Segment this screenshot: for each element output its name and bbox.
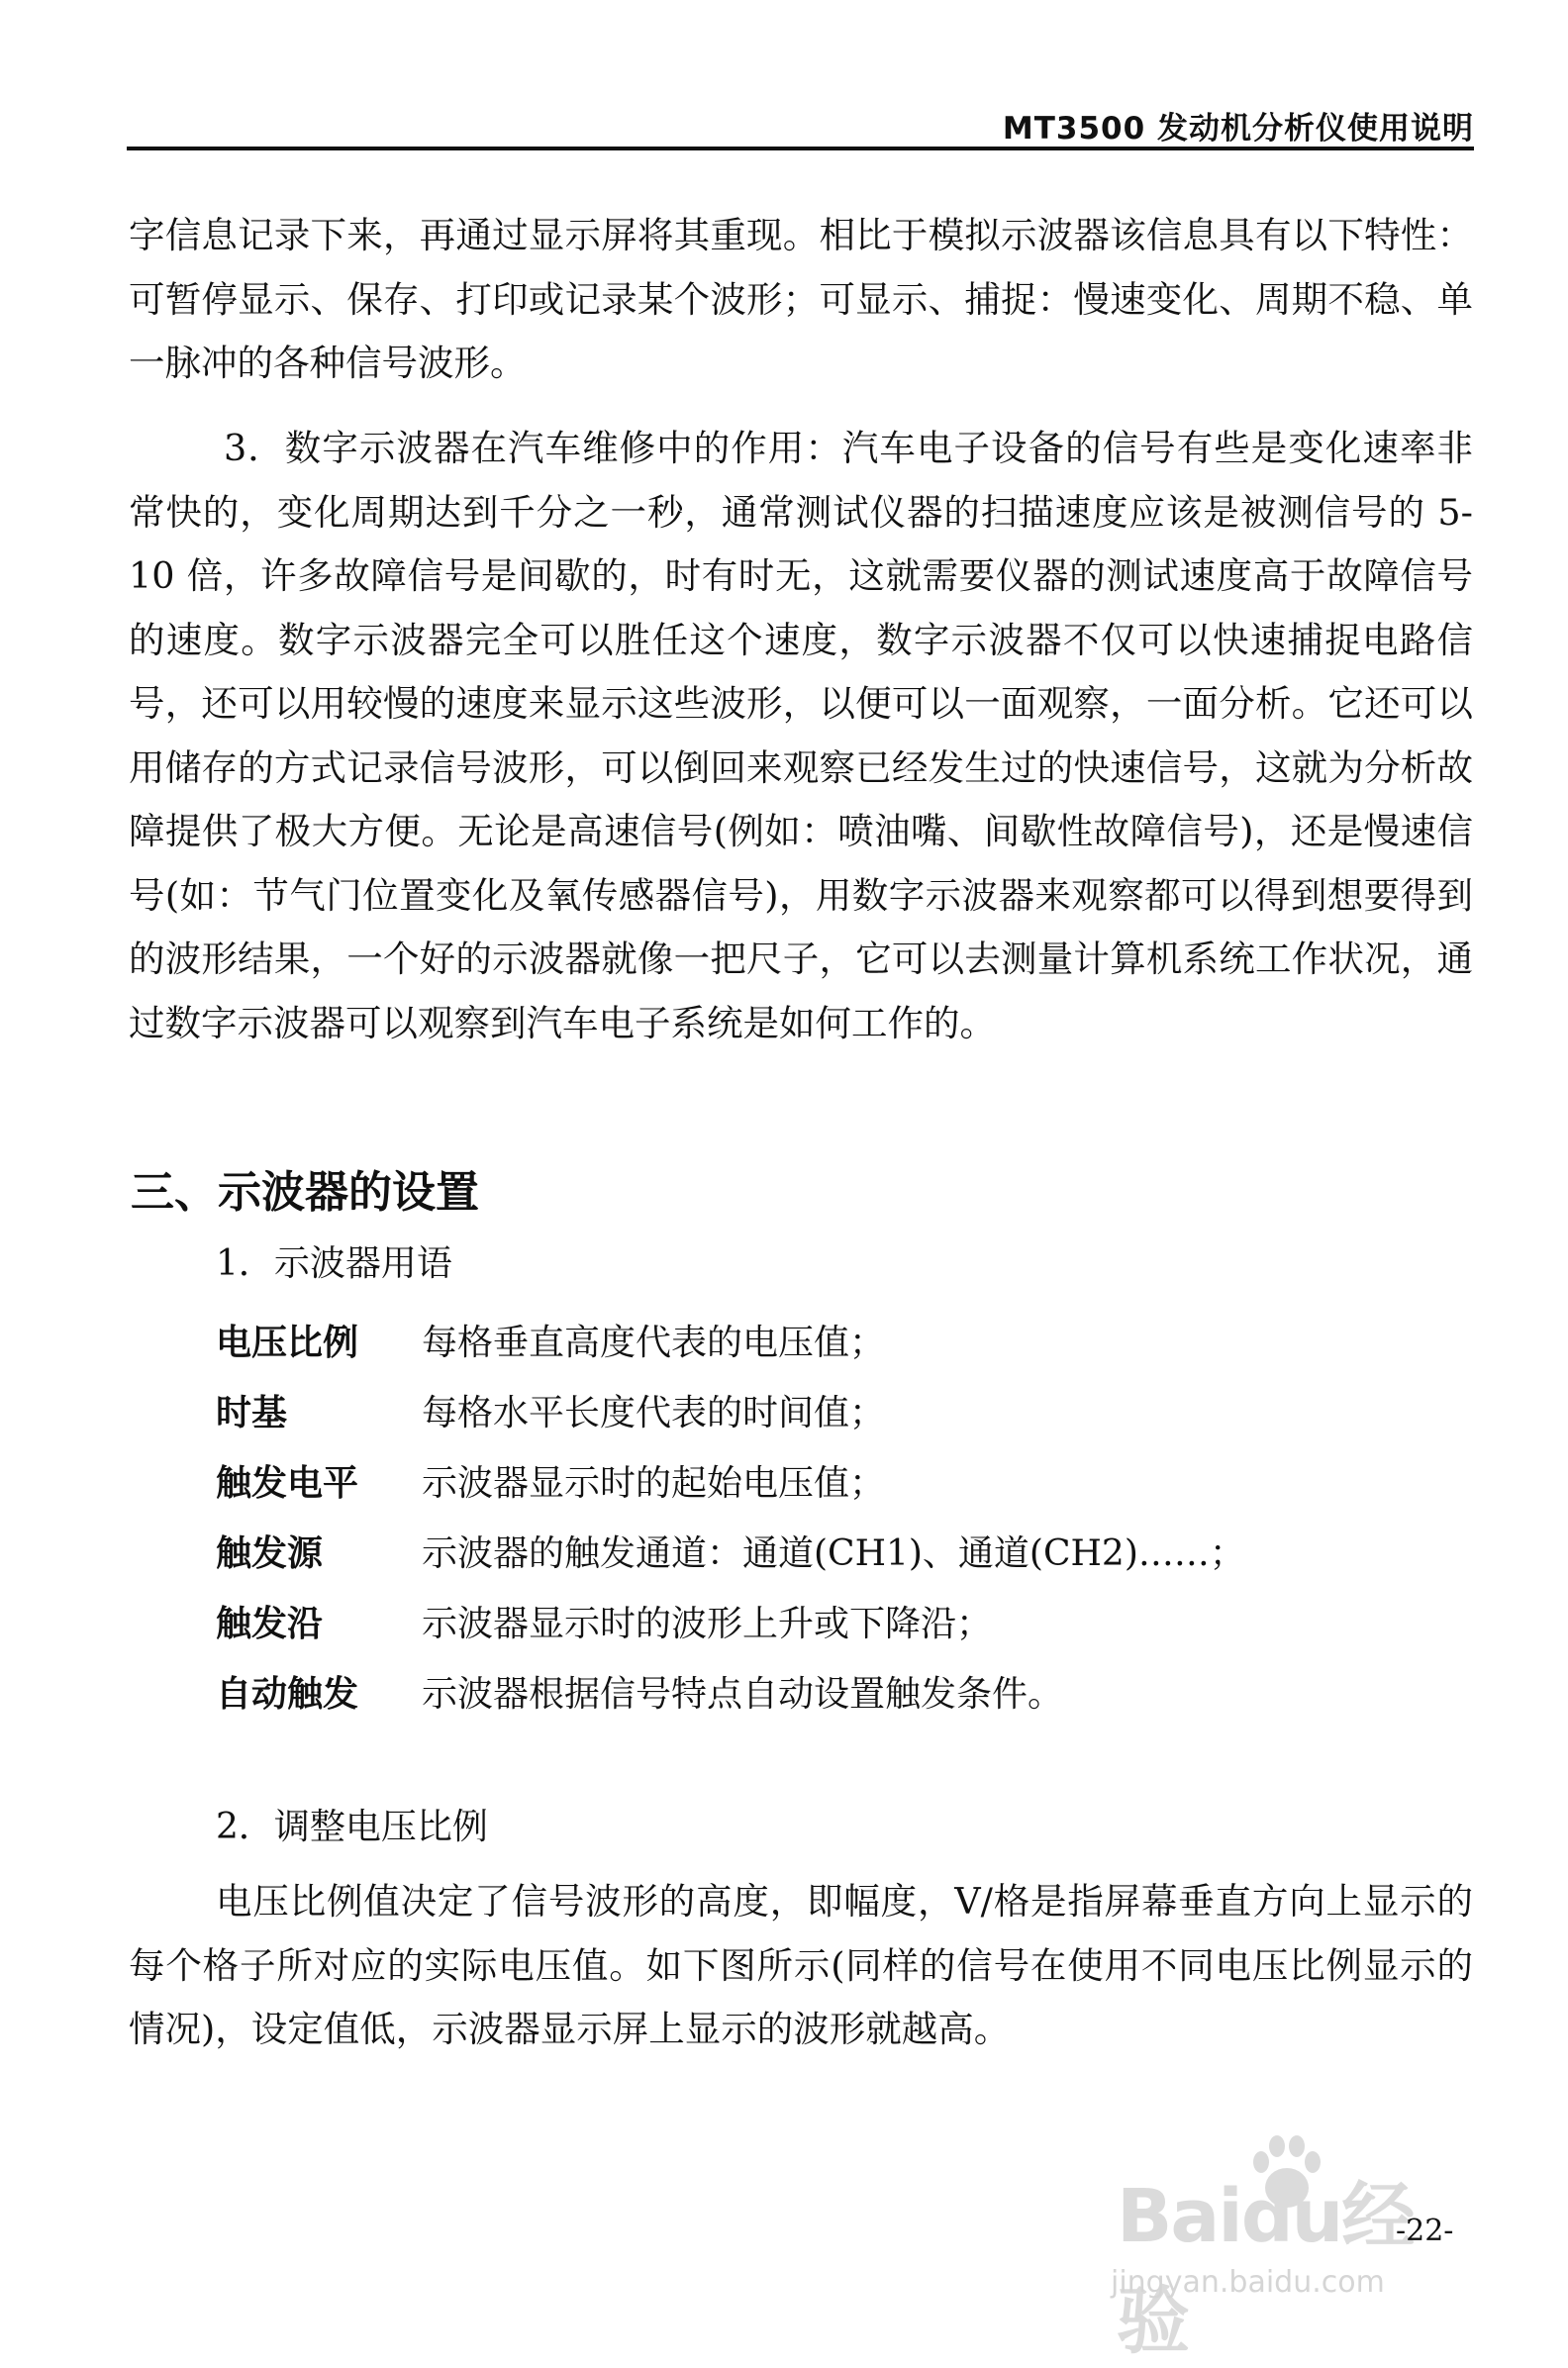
term-definition: 示波器显示时的波形上升或下降沿； <box>422 1604 993 1644</box>
paw-icon <box>1247 2128 1326 2218</box>
paragraph-voltage-scale: 电压比例值决定了信号波形的高度，即幅度，V/格是指屏幕垂直方向上显示的每个格子所对应的实际电压值。如下图所示(同样的信号在使用不同电压比例显示的情况)，设定值低，示波器显示屏上显示的波形就越高。 <box>129 1880 1473 2050</box>
term-row <box>216 1305 1463 1375</box>
term-name: 电压比例 <box>216 1323 359 1363</box>
term-definition: 示波器显示时的起始电压值； <box>422 1463 886 1504</box>
document-header-title: MT3500 发动机分析仪使用说明 <box>1002 111 1474 147</box>
paragraph-oscilloscope-role: 3．数字示波器在汽车维修中的作用：汽车电子设备的信号有些是变化速率非常快的，变化周期达到千分之一秒，通常测试仪器的扫描速度应该是被测信号的 5-10 倍，许多故障信号是间歇的，时有时无，这就需要仪器的测试速度高于故障信号的速度。数字示波器完全可以胜任这个速度，数字示波器不仅可以快速捕捉电路信号，还可以用较慢的速度来显示这些波形，以便可以一面观察，一面分析。它还可以用储存的方式记录信号波形，可以倒回来观察已经发生过的快速信号，这就为分析故障提供了极大方便。无论是高速信号(例如：喷油嘴、间歇性故障信号)，还是慢速信号(如：节气门位置变化及氧传感器信号)，用数字示波器来观察都可以得到想要得到的波形结果，一个好的示波器就像一把尺子，它可以去测量计算机系统工作状况，通过数字示波器可以观察到汽车电子系统是如何工作的。 <box>129 427 1473 1044</box>
term-row <box>216 1445 1463 1516</box>
term-definition: 示波器根据信号特点自动设置触发条件。 <box>422 1674 1064 1715</box>
term-row <box>216 1586 1463 1656</box>
term-name: 自动触发 <box>216 1674 359 1715</box>
paragraph-continuation: 字信息记录下来，再通过显示屏将其重现。相比于模拟示波器该信息具有以下特性：可暂停显示、保存、打印或记录某个波形；可显示、捕捉：慢速变化、周期不稳、单一脉冲的各种信号波形。 <box>129 214 1473 384</box>
term-row <box>216 1375 1463 1445</box>
term-name: 触发源 <box>216 1533 324 1574</box>
term-row <box>216 1516 1463 1586</box>
watermark-url: jingyan.baidu.com <box>1111 2265 1385 2300</box>
subheading-terms: 1．示波器用语 <box>216 1243 452 1284</box>
term-definition: 每格垂直高度代表的电压值； <box>422 1323 886 1363</box>
term-name: 触发电平 <box>216 1463 359 1504</box>
term-row <box>216 1656 1463 1727</box>
term-name: 时基 <box>216 1393 288 1433</box>
page-number: -22- <box>1396 2214 1454 2248</box>
term-name: 触发沿 <box>216 1604 324 1644</box>
header-divider <box>127 147 1474 150</box>
term-definition: 示波器的触发通道：通道(CH1)、通道(CH2)……； <box>422 1533 1245 1574</box>
term-definition: 每格水平长度代表的时间值； <box>422 1393 886 1433</box>
section-heading: 三、示波器的设置 <box>131 1167 479 1218</box>
subheading-voltage-scale: 2．调整电压比例 <box>216 1807 488 1847</box>
watermark-brand: Baidu经验 <box>1117 2174 1414 2364</box>
baidu-watermark <box>1099 2099 1465 2364</box>
terms-list <box>216 1305 1463 1727</box>
